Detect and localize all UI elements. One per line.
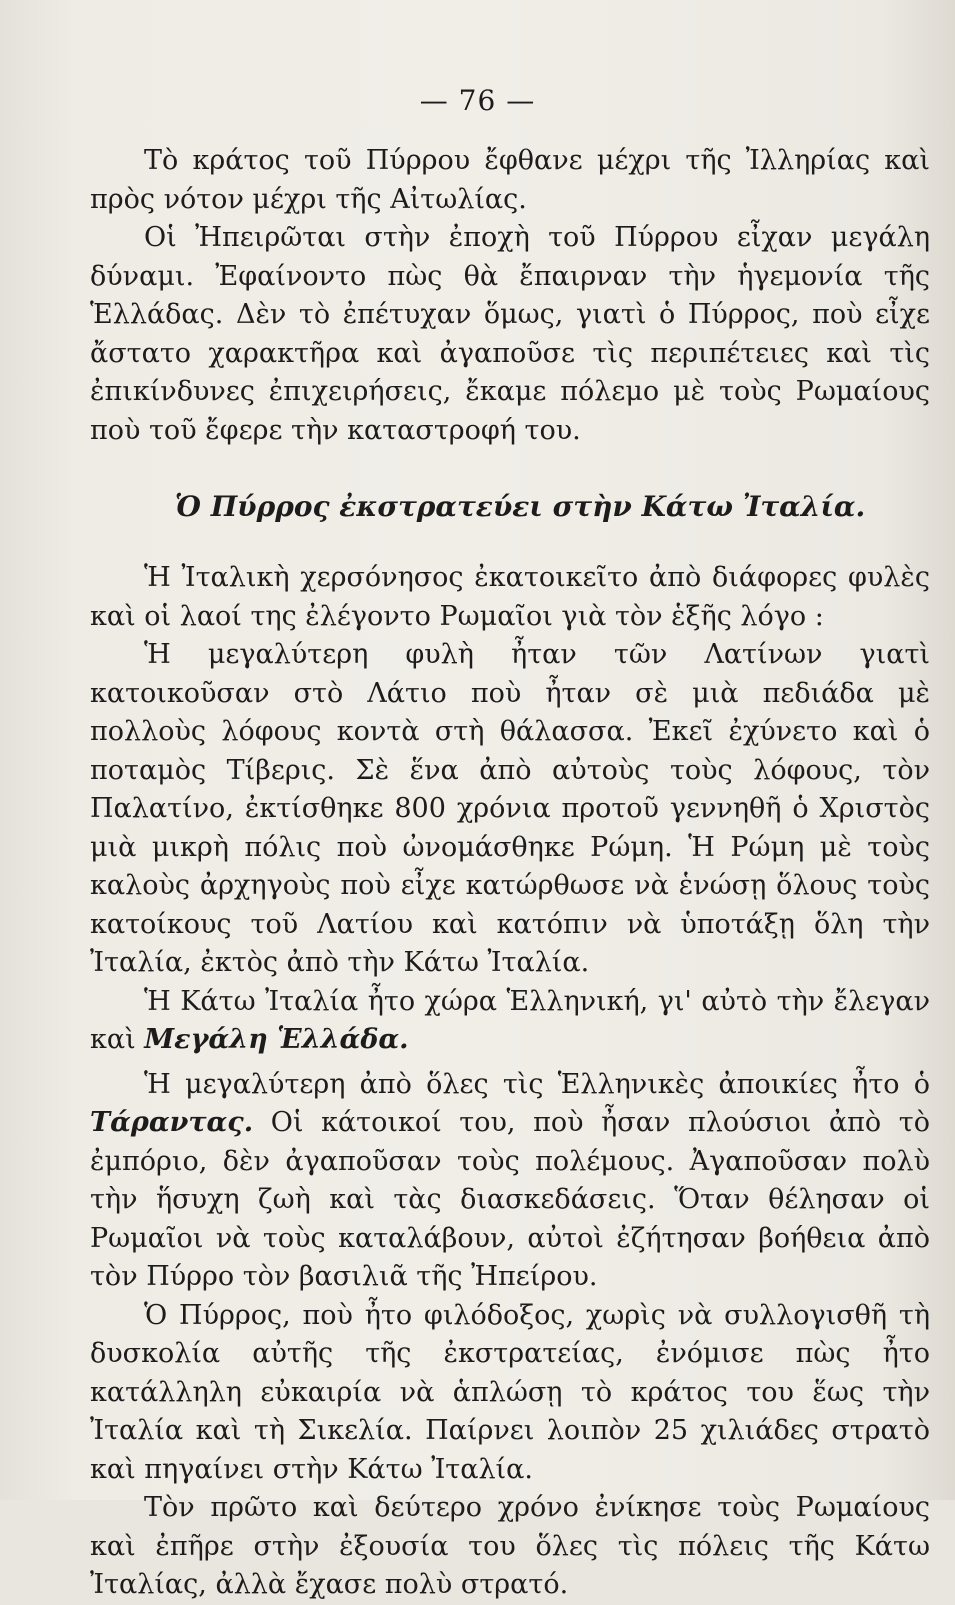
paragraph: Οἱ Ἠπειρῶται στὴν ἐποχὴ τοῦ Πύρρου εἶχαν μεγάλη δύναμι. Ἐφαίνοντο πὼς θὰ ἔπαιρναν τὴν ἡγεμονία τῆς Ἑλλάδας. Δὲν τὸ ἐπέτυχαν ὅμως, γιατὶ ὁ Πύρρος, ποὺ εἶχε ἄστατο χαρακτῆρα καὶ ἀγαποῦσε τὶς περιπέτειες καὶ τὶς ἐπικίνδυνες ἐπιχειρήσεις, ἔκαμε πόλεμο μὲ τοὺς Ρωμαίους ποὺ τοῦ ἔφερε τὴν καταστροφή του.	[90, 222, 930, 446]
paragraph-text: Οἱ κάτοικοί του, ποὺ ἦσαν πλούσιοι ἀπὸ τὸ ἐμπόριο, δὲν ἀγαποῦσαν τοὺς πολέμους. Ἀγαποῦσαν πολὺ τὴν ἥσυχη ζωὴ καὶ τὰς διασκεδάσεις. Ὅταν θέλησαν οἱ Ρωμαῖοι νὰ τοὺς καταλάβουν, αὐτοὶ ἐζήτησαν βοήθεια ἀπὸ τὸν Πύρρο τὸν βασιλιᾶ τῆς Ἠπείρου.	[90, 1107, 930, 1292]
paragraph-text: Ἡ μεγαλύτερη ἀπὸ ὅλες τὶς Ἑλληνικὲς ἀποικίες ἦτο ὁ	[144, 1068, 930, 1100]
paragraph: Ἡ Ἰταλικὴ χερσόνησος ἐκατοικεῖτο ἀπὸ διάφορες φυλὲς καὶ οἱ λαοί της ἐλέγοντο Ρωμαῖοι γιὰ τὸν ἑξῆς λόγο :	[90, 562, 930, 632]
paragraph	[90, 1066, 930, 1297]
page-body	[90, 142, 930, 1605]
emphasis-term: Τάραντας.	[90, 1107, 254, 1138]
paragraph: Ἡ μεγαλύτερη φυλὴ ἦταν τῶν Λατίνων γιατὶ κατοικοῦσαν στὸ Λάτιο ποὺ ἦταν σὲ μιὰ πεδιάδα μὲ πολλοὺς λόφους κοντὰ στὴ θάλασσα. Ἐκεῖ ἐχύνετο καὶ ὁ ποταμὸς Τίβερις. Σὲ ἕνα ἀπὸ αὐτοὺς τοὺς λόφους, τὸν Παλατίνο, ἐκτίσθηκε 800 χρόνια προτοῦ γεννηθῆ ὁ Χριστὸς μιὰ μικρὴ πόλις ποὺ ὠνομάσθηκε Ρώμη. Ἡ Ρώμη μὲ τοὺς καλοὺς ἀρχηγοὺς ποὺ εἶχε κατώρθωσε νὰ ἑνώσῃ ὅλους τοὺς κατοίκους τοῦ Λατίου καὶ κατόπιν νὰ ὑποτάξῃ ὅλη τὴν Ἰταλία, ἐκτὸς ἀπὸ τὴν Κάτω Ἰταλία.	[90, 639, 930, 978]
emphasis-term: Μεγάλη Ἑλλάδα.	[144, 1024, 409, 1055]
paragraph: Ὁ Πύρρος, ποὺ ἦτο φιλόδοξος, χωρὶς νὰ συλλογισθῆ τὴ δυσκολία αὐτῆς τῆς ἐκστρατείας, ἐνόμισε πὼς ἦτο κατάλληλη εὐκαιρία νὰ ἁπλώσῃ τὸ κράτος του ἕως τὴν Ἰταλία καὶ τὴ Σικελία. Παίρνει λοιπὸν 25 χιλιάδες στρατὸ καὶ πηγαίνει στὴν Κάτω Ἰταλία.	[90, 1299, 930, 1485]
paragraph: Τὸ κράτος τοῦ Πύρρου ἔφθανε μέχρι τῆς Ἰλληρίας καὶ πρὸς νότον μέχρι τῆς Αἰτωλίας.	[90, 145, 930, 215]
section-heading: Ὁ Πύρρος ἐκστρατεύει στὴν Κάτω Ἰταλία.	[174, 490, 866, 523]
page-number: — 76 —	[419, 84, 536, 117]
paragraph	[90, 983, 930, 1060]
paragraph: Τὸν πρῶτο καὶ δεύτερο χρόνο ἐνίκησε τοὺς Ρωμαίους καὶ ἐπῆρε στὴν ἐξουσία του ὅλες τὶς πόλεις τῆς Κάτω Ἰταλίας, ἀλλὰ ἔχασε πολὺ στρατό.	[90, 1492, 930, 1600]
paragraph-text: Ἡ Κάτω Ἰταλία ἦτο χώρα Ἑλληνική, γι' αὐτὸ τὴν ἔλεγαν καὶ	[90, 985, 930, 1055]
